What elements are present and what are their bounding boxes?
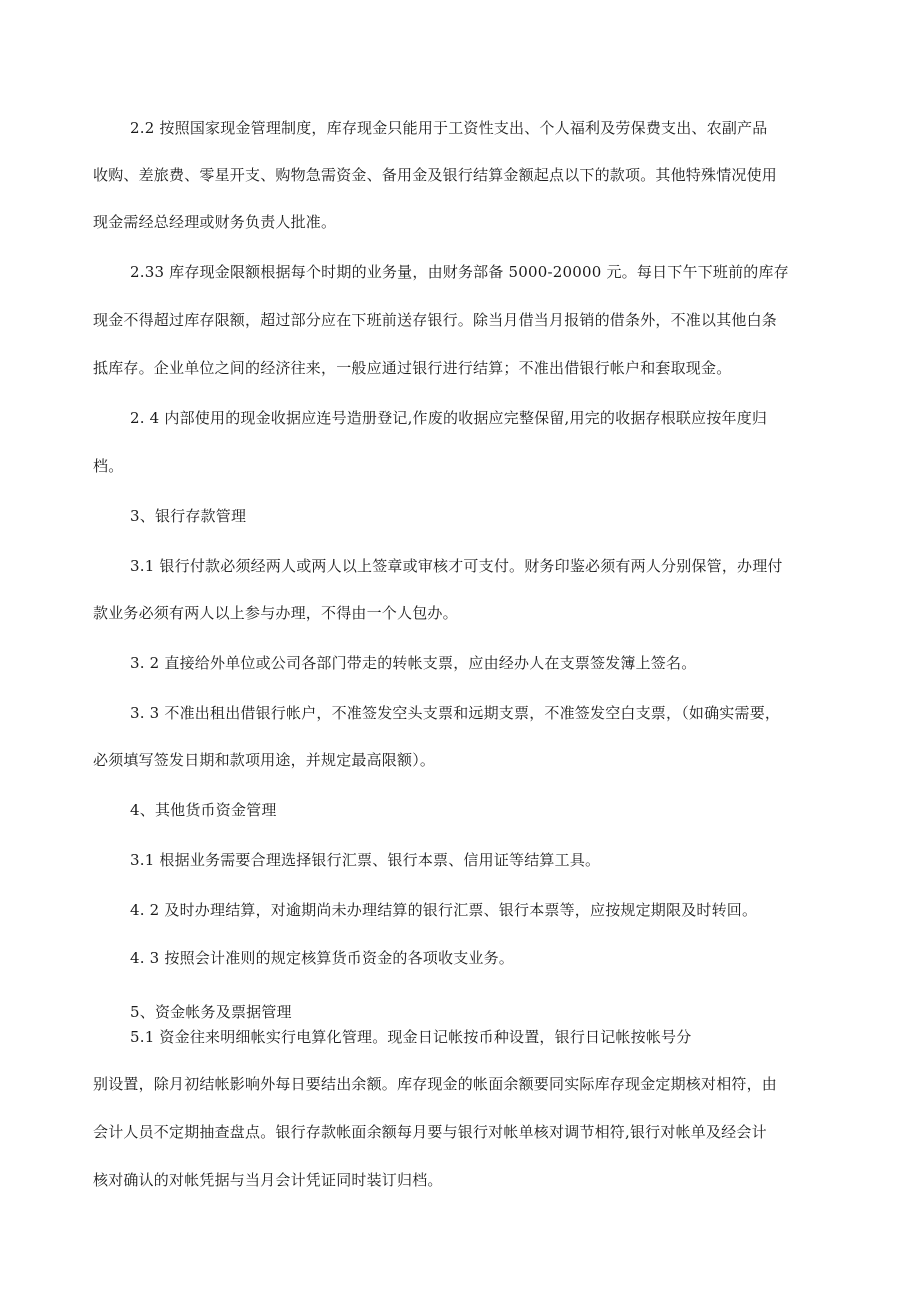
- paragraph-3-2: 3. 2 直接给外单位或公司各部门带走的转帐支票，应由经办人在支票签发簿上签名。: [130, 654, 697, 672]
- paragraph-2-33-line-1: 2.33 库存现金限额根据每个时期的业务量，由财务部备 5000-20000 元。每日下午下班前的库存: [130, 263, 789, 281]
- paragraph-2-2-line-2: 收购、差旅费、零星开支、购物急需资金、备用金及银行结算金额起点以下的款项。其他特殊情况使用: [93, 166, 778, 184]
- paragraph-2-2-line-1: 2.2 按照国家现金管理制度，库存现金只能用于工资性支出、个人福利及劳保费支出、农副产品: [130, 119, 768, 137]
- paragraph-2-4-line-1: 2. 4 内部使用的现金收据应连号造册登记,作废的收据应完整保留,用完的收据存根联应按年度归: [130, 409, 768, 427]
- paragraph-2-2-line-3: 现金需经总经理或财务负责人批准。: [93, 213, 337, 231]
- paragraph-4-1: 3.1 根据业务需要合理选择银行汇票、银行本票、信用证等结算工具。: [130, 851, 601, 869]
- paragraph-4-2: 4. 2 及时办理结算，对逾期尚未办理结算的银行汇票、银行本票等，应按规定期限及时转回。: [130, 901, 758, 919]
- paragraph-3-3-line-1: 3. 3 不准出租出借银行帐户，不准签发空头支票和远期支票，不准签发空白支票，（如确实需要，: [130, 704, 781, 722]
- paragraph-5-1-line-4: 核对确认的对帐凭据与当月会计凭证同时装订归档。: [93, 1171, 443, 1189]
- heading-section-3: 3、银行存款管理: [130, 507, 247, 525]
- paragraph-2-33-line-2: 现金不得超过库存限额，超过部分应在下班前送存银行。除当月借当月报销的借条外，不准以其他白条: [93, 311, 778, 329]
- heading-section-4: 4、其他货币资金管理: [130, 801, 277, 819]
- paragraph-3-1-line-1: 3.1 银行付款必须经两人或两人以上签章或审核才可支付。财务印鉴必须有两人分别保管，办理付: [130, 557, 783, 575]
- paragraph-2-4-line-2: 档。: [93, 457, 124, 475]
- paragraph-3-1-line-2: 款业务必须有两人以上参与办理，不得由一个人包办。: [93, 604, 458, 622]
- paragraph-3-3-line-2: 必须填写签发日期和款项用途，并规定最高限额）。: [93, 751, 436, 769]
- paragraph-4-3: 4. 3 按照会计准则的规定核算货币资金的各项收支业务。: [130, 949, 514, 967]
- heading-section-5: 5、资金帐务及票据管理: [130, 1003, 292, 1021]
- paragraph-5-1-line-3: 会计人员不定期抽查盘点。银行存款帐面余额每月要与银行对帐单核对调节相符,银行对帐单及经会计: [93, 1123, 767, 1141]
- paragraph-2-33-line-3: 抵库存。企业单位之间的经济往来，一般应通过银行进行结算；不准出借银行帐户和套取现金。: [93, 359, 732, 377]
- paragraph-5-1-line-2: 别设置，除月初结帐影响外每日要结出余额。库存现金的帐面余额要同实际库存现金定期核对相符，由: [93, 1075, 778, 1093]
- paragraph-5-1-line-1: 5.1 资金往来明细帐实行电算化管理。现金日记帐按币种设置，银行日记帐按帐号分: [130, 1028, 692, 1046]
